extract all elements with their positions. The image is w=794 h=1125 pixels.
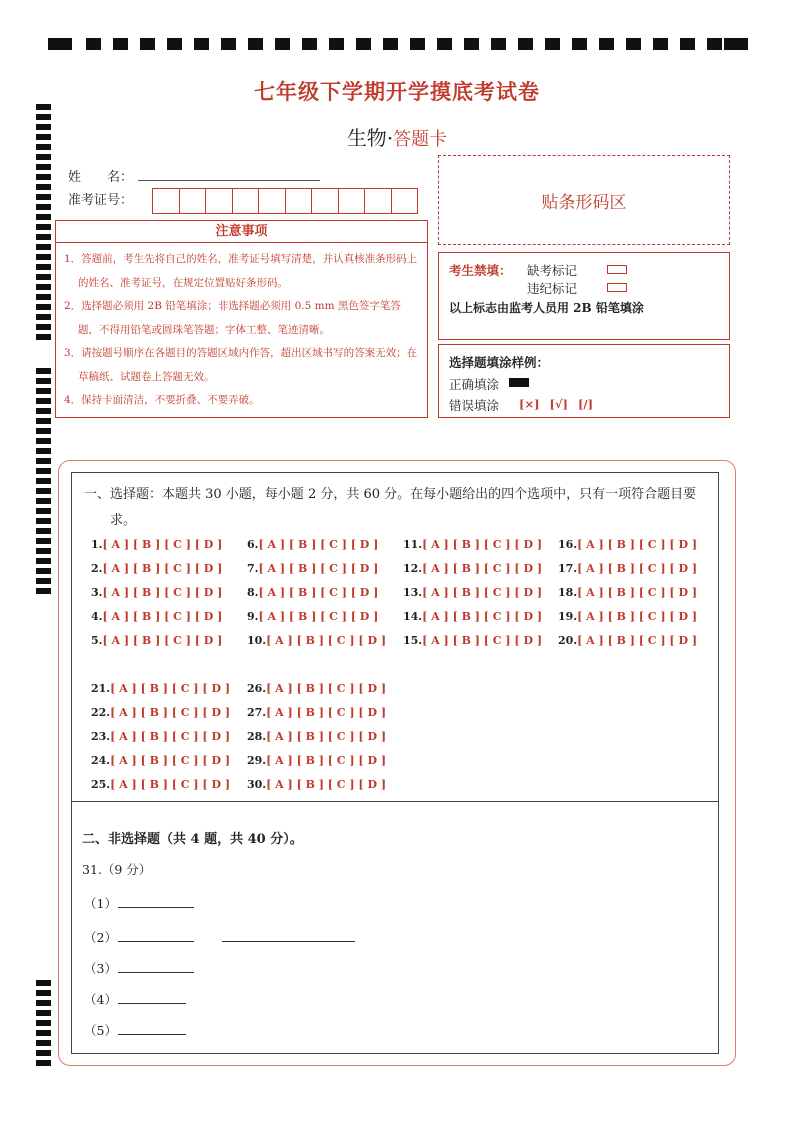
question-number: 12. [403, 562, 423, 575]
question-number: 28. [247, 730, 267, 743]
answer-options[interactable]: [ A ] [ B ] [ C ] [ D ] [266, 778, 387, 791]
choice-row [91, 754, 230, 767]
choice-row [247, 562, 378, 575]
part-label: （4） [84, 992, 117, 1007]
answer-card-label: 答题卡 [393, 129, 448, 150]
answer-options[interactable]: [ A ] [ B ] [ C ] [ D ] [266, 706, 387, 719]
id-digit-box[interactable] [259, 189, 286, 213]
choice-row [247, 610, 378, 623]
answer-options[interactable]: [ A ] [ B ] [ C ] [ D ] [266, 634, 387, 647]
answer-options[interactable]: [ A ] [ B ] [ C ] [ D ] [102, 634, 223, 647]
wrong-fill-marks: [×] [√] [/] [519, 397, 594, 411]
answer-options[interactable]: [ A ] [ B ] [ C ] [ D ] [102, 562, 223, 575]
barcode-label: 贴条形码区 [541, 192, 627, 213]
id-digit-box[interactable] [153, 189, 180, 213]
question-number: 15. [403, 634, 423, 647]
choice-row [247, 754, 386, 767]
subject-title [0, 122, 794, 151]
id-digit-box[interactable] [206, 189, 233, 213]
question-number: 14. [403, 610, 423, 623]
answer-options[interactable]: [ A ] [ B ] [ C ] [ D ] [266, 754, 387, 767]
answer-options[interactable]: [ A ] [ B ] [ C ] [ D ] [422, 634, 543, 647]
choice-row [91, 682, 230, 695]
answer-line[interactable] [118, 972, 194, 973]
choice-row [91, 730, 230, 743]
absent-label: 缺考标记 [527, 263, 578, 278]
section1-intro: 一、选择题：本题共 30 小题，每小题 2 分，共 60 分。在每小题给出的四个选项中，只有一项符合题目要求。 [84, 487, 697, 528]
part-label: （1） [84, 896, 117, 911]
choice-row [403, 538, 542, 551]
question-number: 10. [247, 634, 267, 647]
choice-row [403, 634, 542, 647]
choice-row [91, 634, 222, 647]
answer-options[interactable]: [ A ] [ B ] [ C ] [ D ] [110, 682, 231, 695]
id-digit-box[interactable] [365, 189, 392, 213]
forbidden-fill-box [438, 252, 730, 340]
answer-line[interactable] [222, 941, 355, 942]
correct-fill-label: 正确填涂 [449, 377, 500, 392]
choice-row [558, 538, 697, 551]
question-number: 5. [91, 634, 103, 647]
wrong-fill-label: 错误填涂 [449, 398, 500, 413]
answer-options[interactable]: [ A ] [ B ] [ C ] [ D ] [102, 538, 223, 551]
absent-mark-box[interactable] [607, 265, 627, 274]
choice-row [247, 538, 378, 551]
answer-line[interactable] [118, 907, 194, 908]
question-number: 9. [247, 610, 259, 623]
answer-options[interactable]: [ A ] [ B ] [ C ] [ D ] [577, 538, 698, 551]
forbidden-label: 考生禁填： [449, 263, 512, 278]
id-digit-box[interactable] [339, 189, 366, 213]
question-number: 26. [247, 682, 267, 695]
question-number: 2. [91, 562, 103, 575]
answer-line[interactable] [118, 1034, 186, 1035]
answer-options[interactable]: [ A ] [ B ] [ C ] [ D ] [577, 610, 698, 623]
answer-options[interactable]: [ A ] [ B ] [ C ] [ D ] [110, 754, 231, 767]
answer-options[interactable]: [ A ] [ B ] [ C ] [ D ] [258, 586, 379, 599]
choice-row [247, 730, 386, 743]
answer-options[interactable]: [ A ] [ B ] [ C ] [ D ] [102, 610, 223, 623]
question-number: 16. [558, 538, 578, 551]
part-label: （2） [84, 930, 117, 945]
choice-row [558, 562, 697, 575]
answer-options[interactable]: [ A ] [ B ] [ C ] [ D ] [110, 706, 231, 719]
answer-options[interactable]: [ A ] [ B ] [ C ] [ D ] [422, 586, 543, 599]
question-number: 27. [247, 706, 267, 719]
answer-options[interactable]: [ A ] [ B ] [ C ] [ D ] [577, 586, 698, 599]
question-number: 6. [247, 538, 259, 551]
question-number: 8. [247, 586, 259, 599]
choice-row [558, 610, 697, 623]
question-number: 24. [91, 754, 111, 767]
forbidden-note: 以上标志由监考人员用 2B 铅笔填涂 [449, 301, 644, 315]
id-digit-box[interactable] [312, 189, 339, 213]
section-divider [71, 801, 719, 802]
question-number: 17. [558, 562, 578, 575]
choice-row [403, 586, 542, 599]
title-dot: · [386, 126, 394, 150]
answer-options[interactable]: [ A ] [ B ] [ C ] [ D ] [258, 538, 379, 551]
answer-options[interactable]: [ A ] [ B ] [ C ] [ D ] [110, 730, 231, 743]
fill-sample-box [438, 344, 730, 418]
question-number: 20. [558, 634, 578, 647]
question-number: 30. [247, 778, 267, 791]
answer-options[interactable]: [ A ] [ B ] [ C ] [ D ] [577, 562, 698, 575]
question-number: 25. [91, 778, 111, 791]
choice-row [247, 706, 386, 719]
violation-mark-box[interactable] [607, 283, 627, 292]
answer-options[interactable]: [ A ] [ B ] [ C ] [ D ] [266, 682, 387, 695]
notice-item: 4．保持卡面清洁，不要折叠、不要弄破。 [64, 394, 260, 406]
question-number: 7. [247, 562, 259, 575]
choice-row [247, 586, 378, 599]
id-label: 准考证号： [68, 193, 134, 208]
answer-options[interactable]: [ A ] [ B ] [ C ] [ D ] [422, 538, 543, 551]
exam-title: 七年级下学期开学摸底考试卷 [254, 80, 540, 104]
notice-item: 3．请按题号顺序在各题目的答题区域内作答，超出区域书写的答案无效；在草稿纸、试题卷上答题无效。 [64, 347, 418, 383]
choice-row [558, 634, 697, 647]
choice-row [247, 634, 386, 647]
violation-label: 违纪标记 [527, 281, 578, 296]
choice-row [247, 682, 386, 695]
question-number: 11. [403, 538, 423, 551]
choice-row [91, 778, 230, 791]
choice-row [91, 538, 222, 551]
answer-options[interactable]: [ A ] [ B ] [ C ] [ D ] [258, 610, 379, 623]
question-number: 13. [403, 586, 423, 599]
choice-row [91, 706, 230, 719]
answer-options[interactable]: [ A ] [ B ] [ C ] [ D ] [258, 562, 379, 575]
question-number: 1. [91, 538, 103, 551]
question-number: 3. [91, 586, 103, 599]
question-number: 4. [91, 610, 103, 623]
answer-line[interactable] [118, 941, 194, 942]
id-digit-box[interactable] [233, 189, 260, 213]
section2-heading: 二、非选择题（共 4 题，共 40 分）。 [82, 832, 303, 847]
answer-options[interactable]: [ A ] [ B ] [ C ] [ D ] [422, 610, 543, 623]
answer-options[interactable]: [ A ] [ B ] [ C ] [ D ] [422, 562, 543, 575]
question-number: 29. [247, 754, 267, 767]
choice-row [558, 586, 697, 599]
fill-sample-heading: 选择题填涂样例： [449, 355, 550, 370]
correct-fill-mark [509, 378, 529, 387]
name-field[interactable] [138, 180, 320, 181]
name-label: 姓 名： [68, 170, 134, 185]
answer-options[interactable]: [ A ] [ B ] [ C ] [ D ] [102, 586, 223, 599]
exam-id-boxes[interactable] [152, 188, 418, 214]
choice-row [91, 586, 222, 599]
question-number: 18. [558, 586, 578, 599]
choice-row [91, 562, 222, 575]
part-label: （5） [84, 1023, 117, 1038]
answer-options[interactable]: [ A ] [ B ] [ C ] [ D ] [577, 634, 698, 647]
id-digit-box[interactable] [180, 189, 207, 213]
subject-name: 生物 [346, 126, 387, 150]
notice-box [55, 220, 428, 418]
question-number: 23. [91, 730, 111, 743]
question-number: 22. [91, 706, 111, 719]
question-number: 21. [91, 682, 111, 695]
choice-row [91, 610, 222, 623]
barcode-area [438, 155, 730, 245]
answer-options[interactable]: [ A ] [ B ] [ C ] [ D ] [110, 778, 231, 791]
id-digit-box[interactable] [286, 189, 313, 213]
q31-label: 31.（9 分） [82, 862, 152, 877]
answer-line[interactable] [118, 1003, 186, 1004]
choice-row [403, 562, 542, 575]
timing-marks-top [48, 38, 748, 50]
choice-row [403, 610, 542, 623]
part-label: （3） [84, 961, 117, 976]
notice-heading: 注意事项 [56, 221, 427, 243]
notice-item: 1．答题前，考生先将自己的姓名，准考证号填写清楚，并认真核准条形码上的姓名、准考证号，在规定位置贴好条形码。 [64, 253, 418, 289]
answer-options[interactable]: [ A ] [ B ] [ C ] [ D ] [266, 730, 387, 743]
question-number: 19. [558, 610, 578, 623]
choice-row [247, 778, 386, 791]
notice-item: 2．选择题必须用 2B 铅笔填涂；非选择题必须用 0.5 mm 黑色签字笔答题，不得用铅笔或圆珠笔答题；字体工整、笔迹清晰。 [64, 300, 401, 336]
id-digit-box[interactable] [392, 189, 418, 213]
